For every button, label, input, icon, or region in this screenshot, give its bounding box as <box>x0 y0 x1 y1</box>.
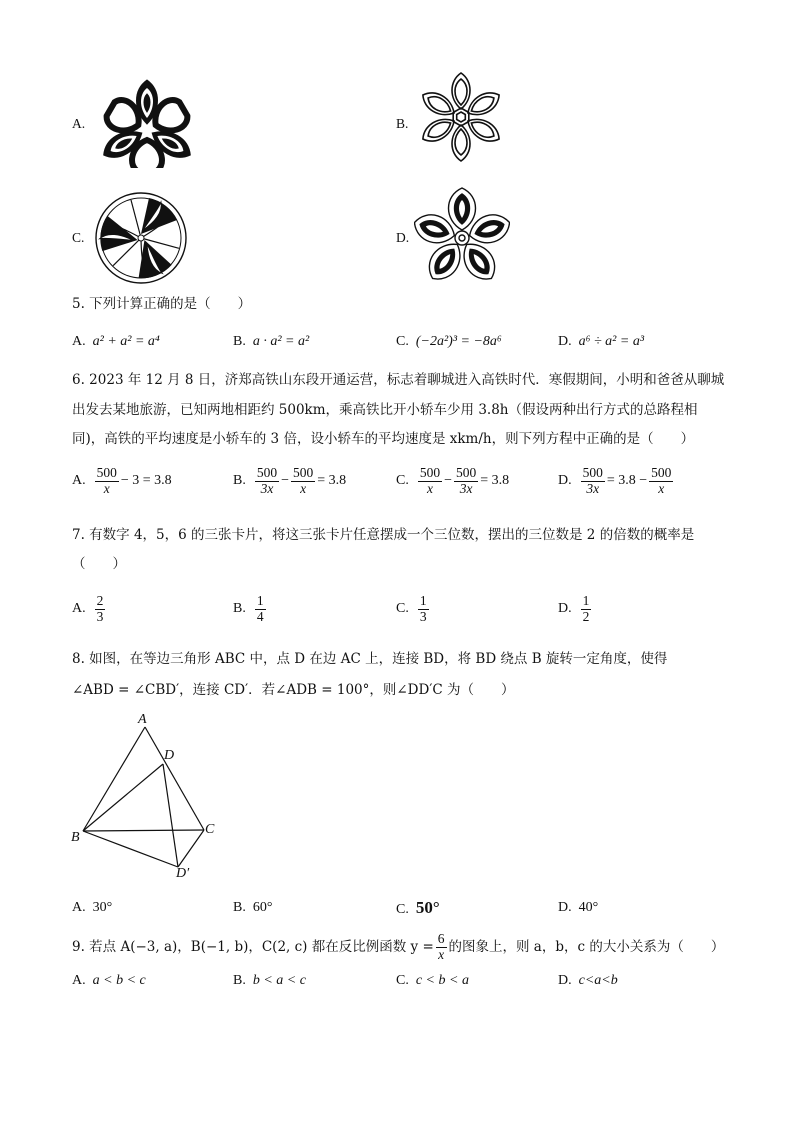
edge-bc <box>83 830 204 831</box>
q6-a-den: x <box>103 480 110 496</box>
q8-option-a-label: A. <box>72 900 86 915</box>
q7-option-a <box>72 594 107 625</box>
point-c-label: C <box>205 822 215 837</box>
q7-line-2: （ ） <box>72 556 126 572</box>
q7-option-d <box>558 594 593 625</box>
q6-option-d-label: D. <box>558 473 572 489</box>
q7-c-den: 3 <box>419 608 427 624</box>
point-dprime-label: D′ <box>176 866 190 881</box>
triangle-figure <box>66 712 226 890</box>
q9-option-b-expr: b < a < c <box>252 973 306 988</box>
q6-c-den1: x <box>426 480 433 496</box>
q9-stem-pre: 9. 若点 A(−3, a)，B(−1, b)，C(2, c) 都在反比例函数 y = <box>72 939 434 956</box>
segment-bd <box>83 764 163 831</box>
q9-stem <box>72 932 724 963</box>
q6-line-1: 6. 2023 年 12 月 8 日，济郑高铁山东段开通运营，标志着聊城进入高铁时代．寒假期间，小明和爸爸从聊城 <box>72 372 725 388</box>
q6-option-c <box>396 466 509 497</box>
q5-stem: 5. 下列计算正确的是（ ） <box>72 296 252 312</box>
six-petal-flower-icon <box>414 70 508 164</box>
edge-ac <box>145 727 204 830</box>
q6-b-num2: 500 <box>293 465 314 480</box>
q6-d-den2: x <box>658 480 665 496</box>
q5-option-b-expr: a · a² = a² <box>252 334 310 349</box>
q9-option-c-expr: c < b < a <box>415 973 469 988</box>
q9-option-d-label: D. <box>558 973 572 988</box>
q5-option-d-label: D. <box>558 334 572 349</box>
q5-option-b-label: B. <box>233 334 246 349</box>
q6-a-rest: − 3 = 3.8 <box>120 473 172 489</box>
q5-option-c-label: C. <box>396 334 409 349</box>
q6-b-rest: = 3.8 <box>317 473 347 489</box>
pinwheel-circle-icon <box>93 190 189 286</box>
q6-option-b <box>233 466 346 497</box>
q8-option-b-value: 60° <box>252 900 273 915</box>
q5-option-c-expr: (−2a²)³ = −8a⁶ <box>415 334 502 349</box>
q4-option-c-label: C. <box>72 230 85 245</box>
q7-b-num: 1 <box>256 593 264 608</box>
q6-c-rest: = 3.8 <box>480 473 510 489</box>
q6-line-2: 出发去某地旅游，已知两地相距约 500km，乘高铁比开小轿车少用 3.8h（假设两种出行方式的总路程相 <box>72 402 698 418</box>
q8-option-c-value: 50° <box>415 898 440 917</box>
q5-option-a-expr: a² + a² = a⁴ <box>92 334 160 349</box>
q6-option-a <box>72 466 172 497</box>
q6-d-num2: 500 <box>651 465 672 480</box>
q4-option-a-label: A. <box>72 116 86 131</box>
q9-option-a-label: A. <box>72 973 86 988</box>
segment-bdp <box>83 831 178 867</box>
three-petal-pattern-icon <box>93 72 201 168</box>
q7-option-b <box>233 594 268 625</box>
q6-option-c-label: C. <box>396 473 409 489</box>
q9-stem-post: 的图象上，则 a，b，c 的大小关系为（ ） <box>448 939 725 956</box>
q9-frac-den: x <box>438 946 445 962</box>
q6-c-den2: 3x <box>459 480 473 496</box>
q7-d-num: 1 <box>582 593 590 608</box>
q8-option-c-label: C. <box>396 902 409 917</box>
q9-option-d-expr: c<a<b <box>578 973 618 988</box>
q8-line-2: ∠ABD = ∠CBD′，连接 CD′．若∠ADB = 100°，则∠DD′C 为（ ） <box>72 682 515 698</box>
q6-option-a-label: A. <box>72 473 86 489</box>
q7-option-c-label: C. <box>396 601 409 617</box>
q7-a-num: 2 <box>96 593 104 608</box>
point-d-label: D <box>164 748 175 763</box>
q7-option-c <box>396 594 431 625</box>
q8-line-1: 8. 如图，在等边三角形 ABC 中，点 D 在边 AC 上，连接 BD，将 BD 绕点 B 旋转一定角度，使得 <box>72 651 668 667</box>
q6-b-den2: x <box>300 480 307 496</box>
segment-cdp <box>178 830 204 867</box>
segment-ddp <box>163 764 178 867</box>
q7-c-num: 1 <box>419 593 427 608</box>
q4-option-d-label: D. <box>396 230 410 245</box>
point-b-label: B <box>71 830 80 845</box>
q7-a-den: 3 <box>96 608 104 624</box>
q6-option-b-label: B. <box>233 473 246 489</box>
q6-option-d <box>558 466 675 497</box>
q7-option-d-label: D. <box>558 601 572 617</box>
q7-option-a-label: A. <box>72 601 86 617</box>
q6-b-mid: − <box>281 473 289 489</box>
q6-c-mid: − <box>444 473 452 489</box>
five-petal-flower-icon <box>414 184 510 288</box>
q9-frac-num: 6 <box>437 931 445 946</box>
q6-b-num1: 500 <box>256 465 278 480</box>
q6-d-den1: 3x <box>586 480 600 496</box>
q7-b-den: 4 <box>256 608 264 624</box>
q8-option-b-label: B. <box>233 900 246 915</box>
q8-option-d-value: 40° <box>578 900 599 915</box>
q9-option-b-label: B. <box>233 973 246 988</box>
q5-option-a-label: A. <box>72 334 86 349</box>
q6-c-num2: 500 <box>456 465 477 480</box>
q6-d-num1: 500 <box>582 465 603 480</box>
q7-d-den: 2 <box>582 608 590 624</box>
edge-ab <box>83 727 145 831</box>
q6-b-den1: 3x <box>260 480 274 496</box>
q7-option-b-label: B. <box>233 601 246 617</box>
q9-option-a-expr: a < b < c <box>92 973 146 988</box>
q6-line-3: 同)，高铁的平均速度是小轿车的 3 倍，设小轿车的平均速度是 xkm/h，则下列方程中正确的是（ ） <box>72 431 695 447</box>
q7-line-1: 7. 有数字 4，5，6 的三张卡片，将这三张卡片任意摆成一个三位数，摆出的三位数是 2 的倍数的概率是 <box>72 527 695 543</box>
q9-option-c-label: C. <box>396 973 409 988</box>
q8-option-a-value: 30° <box>92 900 113 915</box>
q8-option-d-label: D. <box>558 900 572 915</box>
q4-option-b-label: B. <box>396 116 409 131</box>
q6-c-num1: 500 <box>419 465 441 480</box>
q6-d-mid: = 3.8 − <box>606 473 648 489</box>
q6-a-num: 500 <box>96 465 117 480</box>
point-a-label: A <box>138 712 147 727</box>
q5-option-d-expr: a⁶ ÷ a² = a³ <box>578 334 645 349</box>
